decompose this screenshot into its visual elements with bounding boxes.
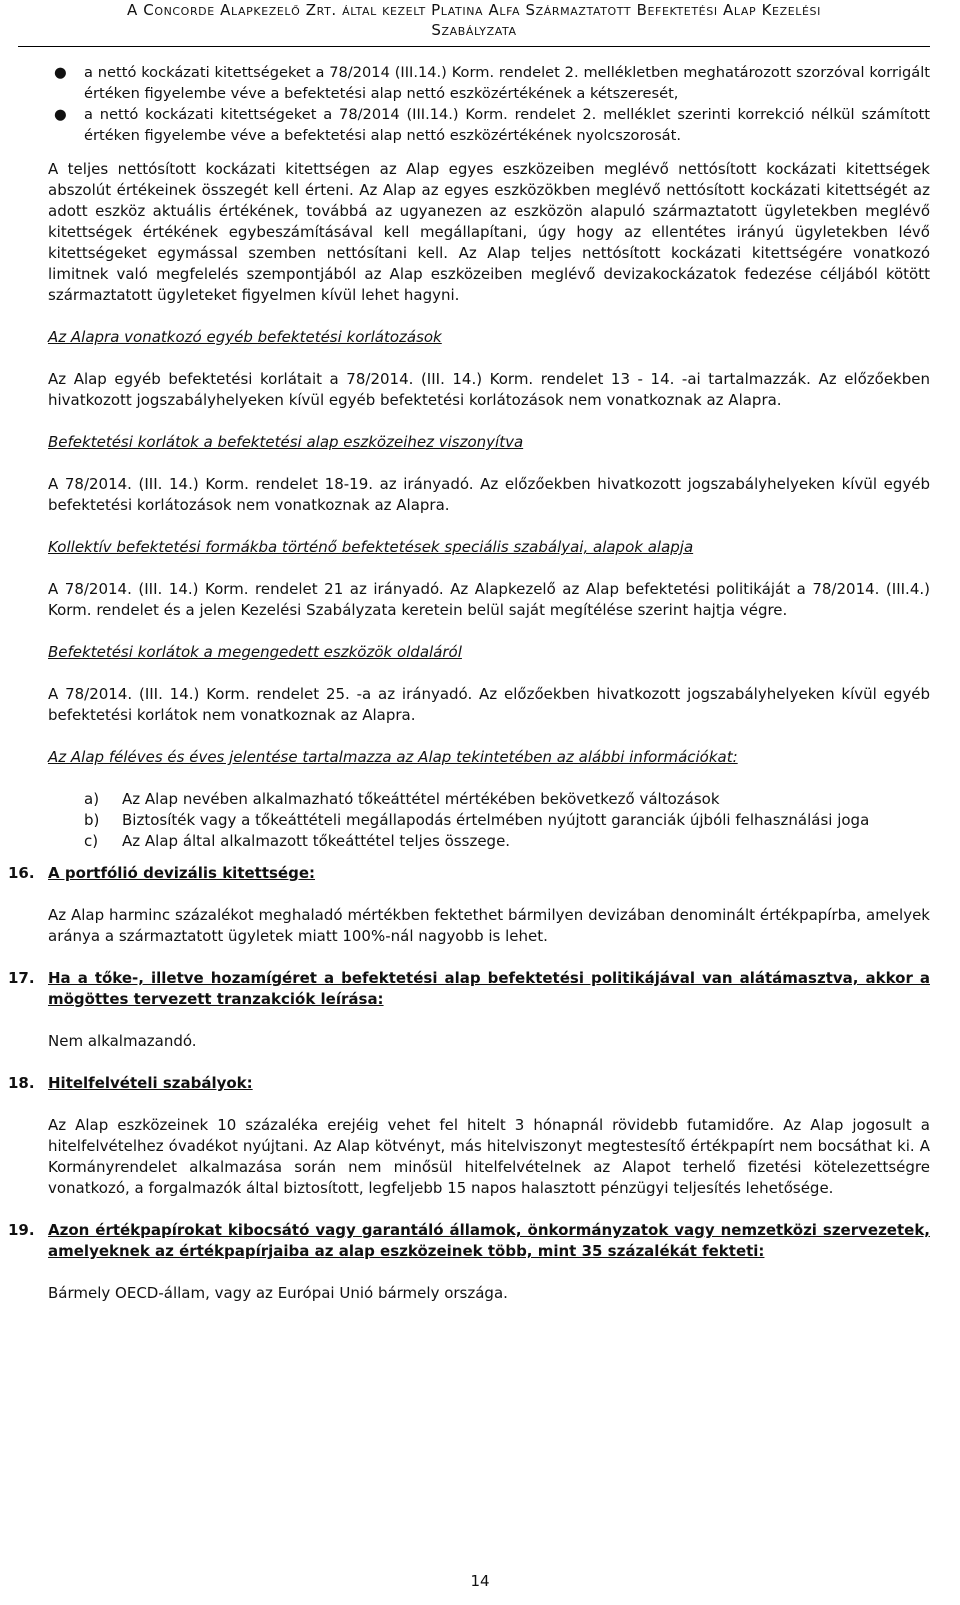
bullet-item [54,104,930,146]
permitted-assets-heading: Befektetési korlátok a megengedett eszközök oldaláról [48,643,462,661]
bullet-item [54,62,930,104]
list-item-text: Biztosíték vagy a tőkeáttételi megállapodás értelmében nyújtott garanciák újbóli felhasználási joga [122,811,870,829]
section-16-body: Az Alap harminc százalékot meghaladó mértékben fektethet bármilyen devizában denominált értékpapírba, amelyek aránya a származtatott ügyletek miatt 100%-nál nagyobb is lehet. [48,906,930,945]
section-heading-19 [8,1220,930,1262]
list-item-text: Az Alap által alkalmazott tőkeáttétel teljes összege. [122,832,511,850]
list-item-marker: c) [84,832,99,850]
list-item-text: Az Alap nevében alkalmazható tőkeáttétel mértékében bekövetkező változások [122,790,720,808]
list-item-marker: b) [84,811,100,829]
collective-paragraph: A 78/2014. (III. 14.) Korm. rendelet 21 az irányadó. Az Alapkezelő az Alap befektetési politikáját a 78/2014. (III.4.) Korm. rendelet és a jelen Kezelési Szabályzata keretein belül saját megítélése szerint hajtja végre. [48,580,930,619]
section-heading-17 [8,968,930,1010]
list-item [84,831,930,852]
section-number: 18. [8,1074,35,1092]
bullet-icon: ● [54,64,67,81]
list-item-marker: a) [84,790,100,808]
section-title: A portfólió devizális kitettsége: [48,864,316,882]
permitted-assets-paragraph: A 78/2014. (III. 14.) Korm. rendelet 25. -a az irányadó. Az előzőekben hivatkozott jogszabályhelyeken kívül egyéb befektetési korlátok nem vonatkoznak az Alapra. [48,685,930,724]
section-heading-18 [8,1073,930,1094]
header-line-1: A Concorde Alapkezelő Zrt. által kezelt Platina Alfa Származtatott Befektetési Alap Kezelési [127,1,821,19]
section-17-body: Nem alkalmazandó. [48,1032,197,1050]
header-line-2: Szabályzata [431,21,517,39]
other-limits-heading: Az Alapra vonatkozó egyéb befektetési korlátozások [48,328,442,346]
netting-paragraph: A teljes nettósított kockázati kitettségen az Alap egyes eszközeiben meglévő nettósított kockázati kitettségek abszolút értékeinek összegét kell érteni. Az Alap az egyes eszközökben meglévő nettósított kockázati kitettségét az adott eszköz aktuális értékének, továbbá az ugyanezen az eszközön alapuló származtatott ügyletekben meglévő kitettségek értékének egybeszámításával kell megállapítani, úgy hogy az ellentétes irányú ügyletekben lévő kitettségeket egymással szemben nettósítani kell. Az Alap teljes nettósított kockázati kitettségére vonatkozó limitnek való megfelelés szempontjából az Alap eszközeiben meglévő devizakockázatok fedezése céljából kötött származtatott ügyleteket figyelmen kívül lehet hagyni. [48,160,930,304]
bullet-list [54,62,930,146]
asset-limits-heading: Befektetési korlátok a befektetési alap eszközeihez viszonyítva [48,433,524,451]
report-item-list [84,789,930,852]
bullet-icon: ● [54,106,67,123]
section-number: 16. [8,864,35,882]
section-19-body: Bármely OECD-állam, vagy az Európai Unió bármely országa. [48,1284,508,1302]
section-18-body: Az Alap eszközeinek 10 százaléka erejéig vehet fel hitelt 3 hónapnál rövidebb futamidőre. Az Alap jogosult a hitelfelvételhez óvadékot nyújtani. Az Alap kötvényt, más hitelviszonyt megtestesítő értékpapírt nem bocsáthat ki. A Kormányrendelet alkalmazása során nem minősül hitelfelvételnek az Alapot terhelő fizetési kötelezettségre vonatkozó, a forgalmazók által biztosított, legfeljebb 15 napos halasztott pénzügyi teljesítés lehetősége. [48,1116,930,1197]
document-header [18,0,930,40]
bullet-text: a nettó kockázati kitettségeket a 78/2014 (III.14.) Korm. rendelet 2. melléklet szerinti korrekció nélkül számított értéken figyelembe véve a befektetési alap nettó eszközértékének nyolcszorosát. [84,106,930,144]
page-content [0,62,960,1304]
list-item [84,810,930,831]
asset-limits-paragraph: A 78/2014. (III. 14.) Korm. rendelet 18-19. az irányadó. Az előzőekben hivatkozott jogszabályhelyeken kívül egyéb befektetési korlátozások nem vonatkoznak az Alapra. [48,475,930,514]
section-title: Hitelfelvételi szabályok: [48,1074,253,1092]
section-title: Ha a tőke-, illetve hozamígéret a befektetési alap befektetési politikájával van alátámasztva, akkor a mögöttes tervezett tranzakciók leírása: [48,969,930,1008]
section-number: 19. [8,1221,35,1239]
header-rule [18,46,930,47]
section-heading-16 [8,863,930,884]
page-number: 14 [470,1572,490,1590]
report-heading: Az Alap féléves és éves jelentése tartalmazza az Alap tekintetében az alábbi információkat: [48,748,738,766]
bullet-text: a nettó kockázati kitettségeket a 78/2014 (III.14.) Korm. rendelet 2. mellékletben meghatározott szorzóval korrigált értéken figyelembe véve a befektetési alap nettó eszközértékének a kétszeresét, [84,64,930,102]
section-title: Azon értékpapírokat kibocsátó vagy garantáló államok, önkormányzatok vagy nemzetközi szervezetek, amelyeknek az értékpapírjaiba az alap eszközeinek több, mint 35 százalékát fekteti: [48,1221,930,1260]
section-number: 17. [8,969,35,987]
list-item [84,789,930,810]
other-limits-paragraph: Az Alap egyéb befektetési korlátait a 78/2014. (III. 14.) Korm. rendelet 13 - 14. -ai tartalmazzák. Az előzőekben hivatkozott jogszabályhelyeken kívül egyéb befektetési korlátozások nem vonatkoznak az Alapra. [48,370,930,409]
collective-heading: Kollektív befektetési formákba történő befektetések speciális szabályai, alapok alapja [48,538,694,556]
